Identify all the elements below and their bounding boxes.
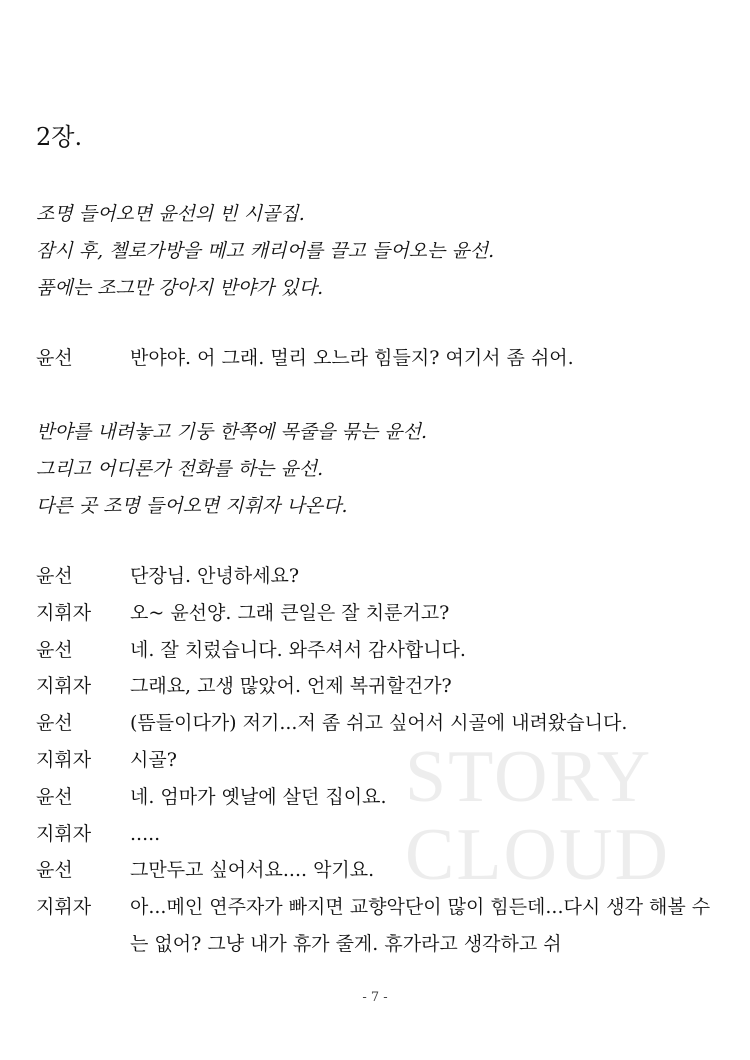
- speech-text: 네. 엄마가 옛날에 살던 집이요.: [130, 785, 387, 808]
- speech-text: 시골?: [130, 748, 177, 771]
- speaker-name: 윤선: [36, 565, 73, 587]
- stage-direction-line: 그리고 어디론가 전화를 하는 윤선.: [36, 458, 324, 480]
- dialogue-line: [36, 852, 726, 889]
- dialogue-line: [36, 742, 726, 779]
- speech-text: .....: [130, 822, 161, 845]
- dialogue-line: [36, 595, 726, 632]
- dialogue-line: [36, 632, 726, 669]
- dialogue-line: [36, 889, 726, 963]
- stage-direction-block: [36, 414, 427, 525]
- speech-text: 네. 잘 치렀습니다. 와주셔서 감사합니다.: [130, 638, 466, 661]
- speaker-name: 지휘자: [36, 675, 92, 698]
- stage-direction-line: 반야를 내려놓고 기둥 한쪽에 목줄을 묶는 윤선.: [36, 421, 428, 443]
- speech-text: 단장님. 안녕하세요?: [130, 565, 300, 587]
- speech-text: 오~ 윤선양. 그래 큰일은 잘 치룬거고?: [130, 601, 450, 624]
- dialogue-line: [36, 558, 726, 595]
- speaker-name: 지휘자: [36, 601, 92, 624]
- speaker-name: 윤선: [36, 638, 73, 661]
- page-number: - 7 -: [362, 990, 388, 1005]
- speech-text: 반야야. 어 그래. 멀리 오느라 힘들지? 여기서 좀 쉬어.: [130, 347, 574, 369]
- speaker-name: 윤선: [36, 712, 73, 735]
- speaker-name: 윤선: [36, 785, 73, 808]
- watermark-line-2: CLOUD: [405, 814, 670, 896]
- watermark-line-1: STORY: [405, 736, 653, 818]
- dialogue-line: [36, 705, 726, 742]
- speech-text: 그래요, 고생 많았어. 언제 복귀할건가?: [130, 675, 452, 698]
- dialogue-line: [36, 779, 726, 816]
- dialogue-block: [36, 340, 726, 377]
- speaker-name: 윤선: [36, 859, 73, 882]
- stage-direction-line: 품에는 조그만 강아지 반야가 있다.: [36, 277, 324, 299]
- stage-direction-line: 잠시 후, 첼로가방을 메고 캐리어를 끌고 들어오는 윤선.: [36, 240, 495, 262]
- speaker-name: 지휘자: [36, 822, 92, 845]
- chapter-title: 2장.: [36, 123, 83, 151]
- dialogue-block: [36, 558, 726, 963]
- speech-text: 아...메인 연주자가 빠지면 교향악단이 많이 힘든데...다시 생각 해볼 수는 없어? 그냥 내가 휴가 줄게. 휴가라고 생각하고 쉬: [130, 896, 711, 955]
- dialogue-line: [36, 816, 726, 853]
- stage-direction-line: 다른 곳 조명 들어오면 지휘자 나온다.: [36, 495, 348, 517]
- stage-direction-line: 조명 들어오면 윤선의 빈 시골집.: [36, 203, 305, 225]
- speech-text: (뜸들이다가) 저기...저 좀 쉬고 싶어서 시골에 내려왔습니다.: [130, 712, 628, 735]
- speaker-name: 윤선: [36, 347, 73, 369]
- dialogue-line: [36, 340, 726, 377]
- stage-direction-block: [36, 196, 494, 307]
- dialogue-line: [36, 668, 726, 705]
- speech-text: 그만두고 싶어서요.... 악기요.: [130, 859, 375, 882]
- speaker-name: 지휘자: [36, 748, 92, 771]
- speaker-name: 지휘자: [36, 896, 92, 919]
